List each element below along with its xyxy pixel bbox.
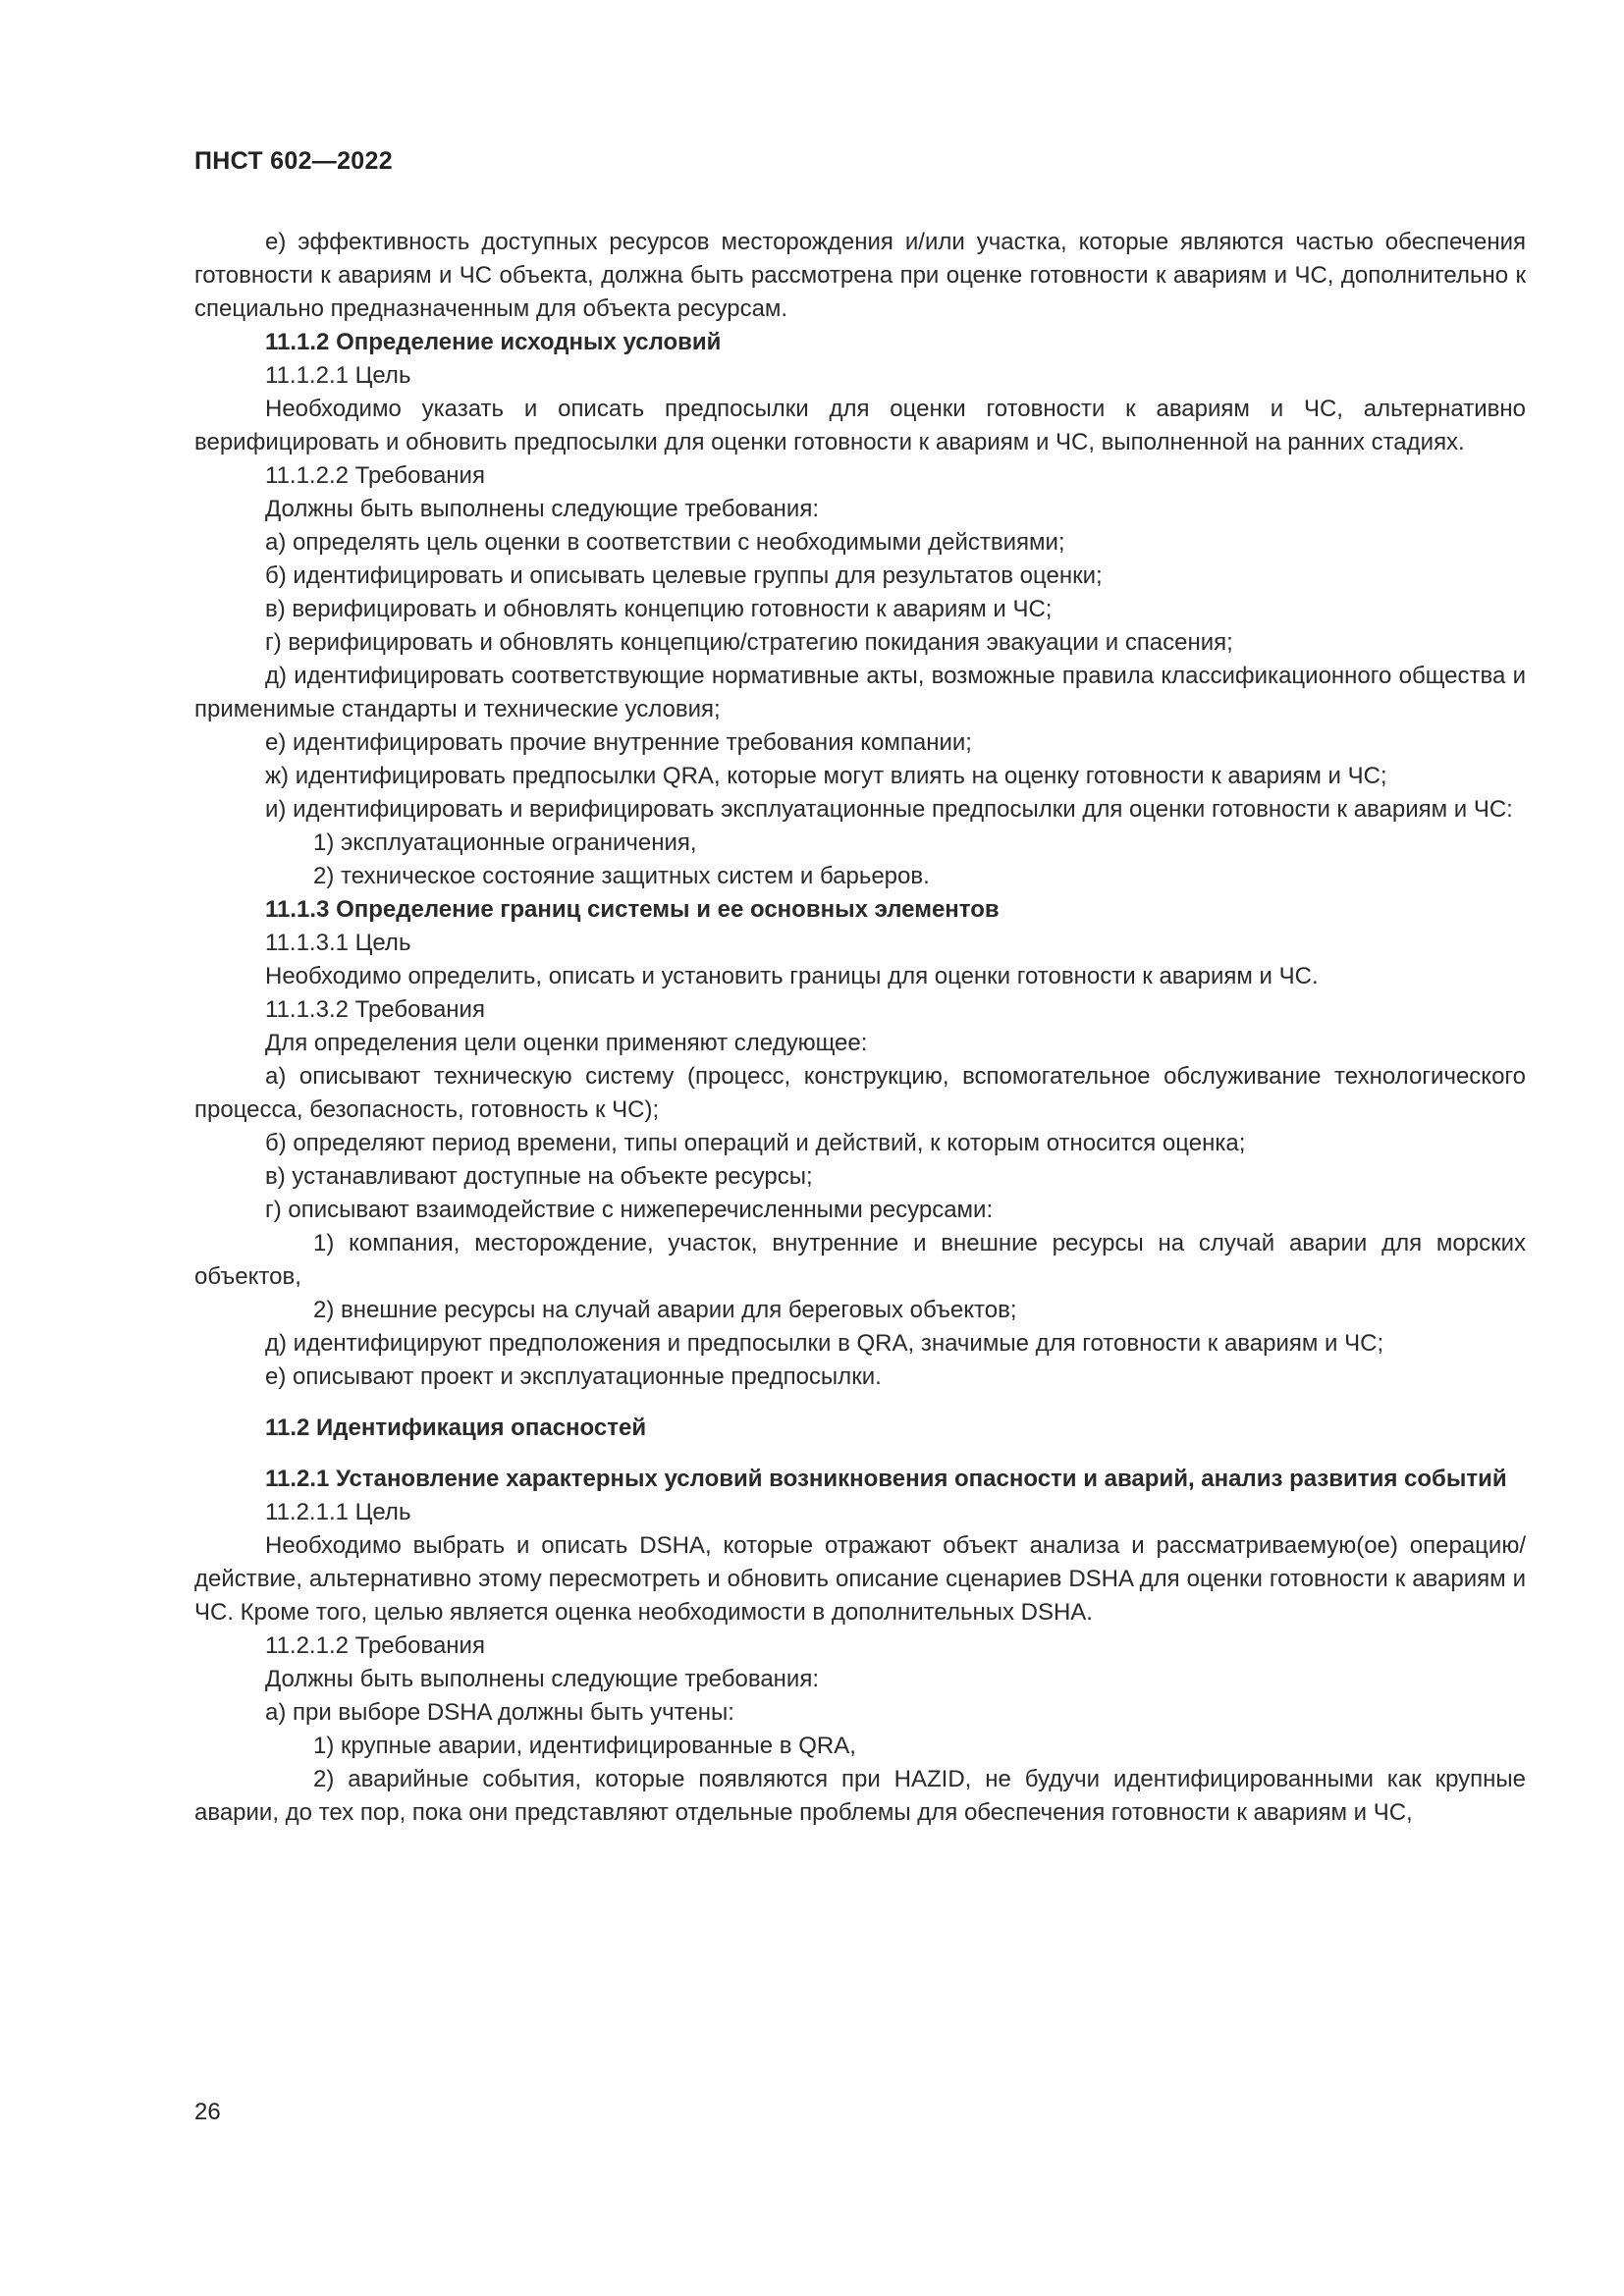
list-item: в) верифицировать и обновлять концепцию готовности к авариям и ЧС; bbox=[265, 596, 1053, 622]
list-item: б) определяют период времени, типы операций и действий, к которым относится оценка; bbox=[265, 1130, 1246, 1156]
sub-list-item: 2) внешние ресурсы на случай аварии для береговых объектов; bbox=[313, 1297, 1017, 1323]
list-item: е) эффективность доступных ресурсов месторождения и/или участка, которые являются частью обеспечения готовности к авариям и ЧС объекта, должна быть рассмотрена при оценке готовности к авариям и ЧС, дополнительно к специально предназначенным для объекта ресурсам. bbox=[194, 229, 1526, 322]
list-item: е) идентифицировать прочие внутренние требования компании; bbox=[265, 729, 972, 756]
section-heading: 11.2 Идентификация опасностей bbox=[265, 1415, 647, 1441]
subsection-label: 11.1.3.1 Цель bbox=[265, 930, 411, 956]
paragraph: Должны быть выполнены следующие требования: bbox=[265, 1666, 819, 1692]
list-item: д) идентифицируют предположения и предпосылки в QRA, значимые для готовности к авариям и ЧС; bbox=[265, 1330, 1384, 1357]
section-heading: 11.2.1 Установление характерных условий возникновения опасности и аварий, анализ развития событий bbox=[265, 1466, 1507, 1492]
subsection-label: 11.1.2.1 Цель bbox=[265, 362, 411, 389]
document-designation: ПНСТ 602—2022 bbox=[194, 147, 393, 175]
list-item: а) определять цель оценки в соответствии с необходимыми действиями; bbox=[265, 529, 1065, 556]
subsection-label: 11.2.1.1 Цель bbox=[265, 1499, 411, 1525]
list-item: и) идентифицировать и верифицировать эксплуатационные предпосылки для оценки готовности к авариям и ЧС: bbox=[265, 796, 1513, 823]
paragraph: Необходимо указать и описать предпосылки для оценки готовности к авариям и ЧС, альтернативно верифицировать и обновить предпосылки для оценки готовности к авариям и ЧС, выполненной на ранних стадиях. bbox=[194, 396, 1526, 455]
subsection-label: 11.1.2.2 Требования bbox=[265, 462, 485, 489]
document-body bbox=[194, 226, 1526, 1830]
paragraph: Для определения цели оценки применяют следующее: bbox=[265, 1030, 868, 1056]
list-item: в) устанавливают доступные на объекте ресурсы; bbox=[265, 1163, 813, 1190]
sub-list-item: 1) компания, месторождение, участок, внутренние и внешние ресурсы на случай аварии для морских объектов, bbox=[194, 1230, 1526, 1290]
list-item: е) описывают проект и эксплуатационные предпосылки. bbox=[265, 1363, 882, 1390]
list-item: ж) идентифицировать предпосылки QRA, которые могут влиять на оценку готовности к авариям и ЧС; bbox=[265, 763, 1387, 789]
paragraph: Необходимо определить, описать и установить границы для оценки готовности к авариям и ЧС. bbox=[265, 963, 1319, 989]
list-item: д) идентифицировать соответствующие нормативные акты, возможные правила классификационного общества и применимые стандарты и технические условия; bbox=[194, 663, 1526, 722]
sub-list-item: 1) эксплуатационные ограничения, bbox=[313, 829, 697, 856]
paragraph: Необходимо выбрать и описать DSHA, которые отражают объект анализа и рассматриваемую(ое) операцию/действие, альтернативно этому пересмотреть и обновить описание сценариев DSHA для оценки готовности к авариям и ЧС. Кроме того, целью является оценка необходимости в дополнительных DSHA. bbox=[194, 1532, 1526, 1626]
sub-list-item: 1) крупные аварии, идентифицированные в QRA, bbox=[313, 1733, 856, 1759]
list-item: г) верифицировать и обновлять концепцию/стратегию покидания эвакуации и спасения; bbox=[265, 629, 1233, 656]
paragraph: Должны быть выполнены следующие требования: bbox=[265, 496, 819, 522]
list-item: б) идентифицировать и описывать целевые группы для результатов оценки; bbox=[265, 562, 1103, 589]
sub-list-item: 2) аварийные события, которые появляются при HAZID, не будучи идентифицированными как крупные аварии, до тех пор, пока они представляют отдельные проблемы для обеспечения готовности к авариям и ЧС, bbox=[194, 1766, 1526, 1826]
subsection-label: 11.2.1.2 Требования bbox=[265, 1632, 485, 1659]
page-number: 26 bbox=[194, 2099, 221, 2125]
list-item: г) описывают взаимодействие с нижеперечисленными ресурсами: bbox=[265, 1197, 994, 1223]
section-heading: 11.1.3 Определение границ системы и ее основных элементов bbox=[265, 896, 1000, 923]
list-item: а) при выборе DSHA должны быть учтены: bbox=[265, 1699, 734, 1726]
sub-list-item: 2) техническое состояние защитных систем и барьеров. bbox=[313, 863, 930, 889]
subsection-label: 11.1.3.2 Требования bbox=[265, 996, 485, 1023]
section-heading: 11.1.2 Определение исходных условий bbox=[265, 329, 722, 355]
list-item: а) описывают техническую систему (процесс, конструкцию, вспомогательное обслуживание технологического процесса, безопасность, готовность к ЧС); bbox=[194, 1063, 1526, 1123]
